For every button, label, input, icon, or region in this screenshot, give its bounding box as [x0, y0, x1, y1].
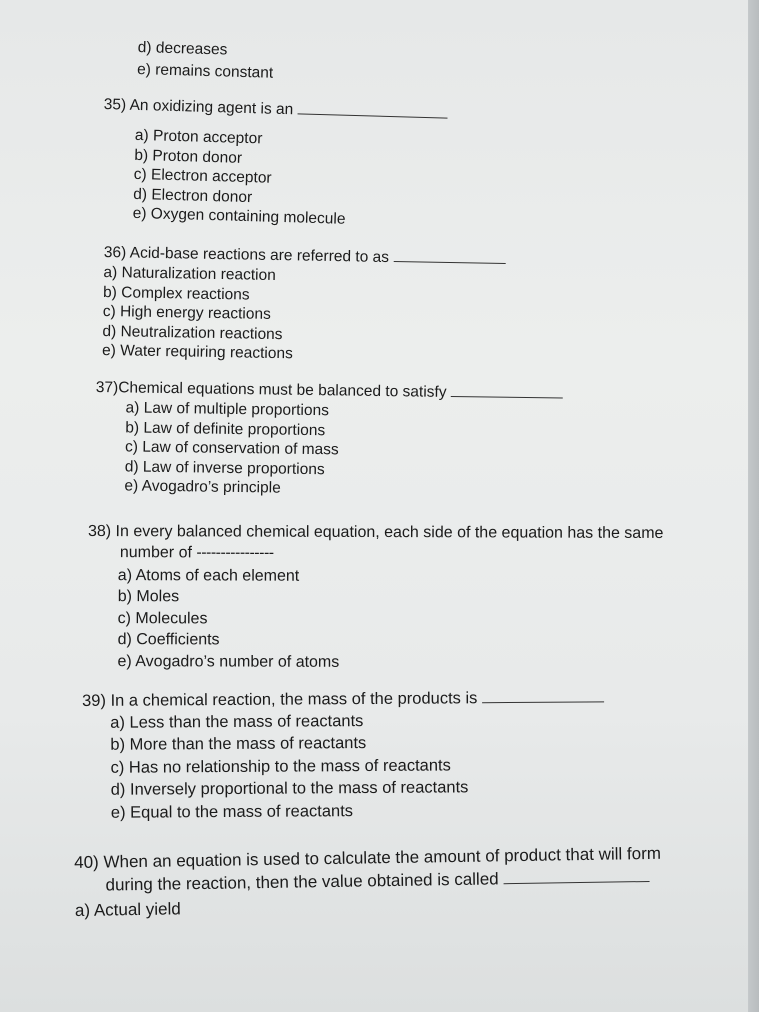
option-e: e) remains constant — [136, 60, 274, 82]
option-d: d) Neutralization reactions — [102, 322, 283, 343]
question-stem: 35) An oxidizing agent is an — [103, 95, 447, 125]
option-d: d) Coefficients — [117, 631, 220, 649]
question-35 — [100, 95, 447, 233]
question-stem: 39) In a chemical reaction, the mass of the products is — [82, 686, 604, 712]
question-36 — [102, 243, 505, 368]
option-c: c) Electron acceptor — [133, 166, 272, 187]
answer-blank — [451, 395, 563, 399]
option-d: d) Law of inverse proportions — [124, 458, 325, 478]
option-list — [87, 565, 663, 674]
option-list — [94, 398, 562, 502]
option-a: a) Less than the mass of reactants — [110, 712, 364, 732]
option-list — [102, 263, 505, 368]
option-c: c) Law of conservation of mass — [124, 438, 339, 459]
option-e: e) Avogadro’s number of atoms — [117, 652, 340, 671]
question-stem-continued: during the reaction, then the value obtained is called — [74, 865, 661, 897]
option-e: e) Avogadro’s principle — [124, 477, 281, 497]
question-39 — [82, 686, 605, 824]
question-stem: 40) When an equation is used to calculate the amount of product that will form — [74, 843, 662, 872]
option-b: b) Proton donor — [134, 146, 243, 167]
option-a: a) Atoms of each element — [117, 567, 300, 585]
option-e: e) Equal to the mass of reactants — [110, 801, 354, 822]
option-a: a) Law of multiple proportions — [125, 399, 330, 420]
option-a: a) Actual yield — [74, 899, 181, 920]
question-37 — [94, 378, 563, 502]
answer-blank — [393, 260, 505, 264]
option-c: c) Molecules — [117, 609, 208, 628]
answer-blank — [503, 880, 649, 884]
option-a: a) Naturalization reaction — [103, 263, 276, 285]
option-b: b) Law of definite proportions — [125, 419, 326, 439]
question-stem: 36) Acid-base reactions are referred to as — [104, 243, 506, 270]
continued-options — [137, 38, 274, 83]
question-40 — [74, 842, 662, 922]
answer-blank — [482, 700, 604, 703]
option-list — [100, 125, 446, 233]
question-stem: 37)Chemical equations must be balanced to satisfy — [96, 378, 563, 405]
answer-blank: ---------------- — [196, 544, 274, 562]
option-d: d) decreases — [137, 38, 228, 59]
option-c: c) Has no relationship to the mass of reactants — [110, 756, 451, 777]
answer-blank — [297, 112, 447, 118]
option-a: a) Proton acceptor — [134, 126, 263, 148]
page-edge — [748, 0, 759, 1012]
option-d: d) Electron donor — [133, 185, 253, 206]
question-stem-continued: number of ---------------- — [119, 544, 274, 562]
question-stem: 38) In every balanced chemical equation, each side of the equation has the same — [87, 523, 664, 543]
option-b: b) More than the mass of reactants — [110, 734, 367, 755]
option-c: c) High energy reactions — [102, 303, 271, 324]
option-list — [137, 38, 274, 83]
option-e: e) Water requiring reactions — [101, 342, 293, 363]
option-e: e) Oxygen containing molecule — [132, 205, 346, 229]
option-d: d) Inversely proportional to the mass of reactants — [110, 778, 469, 800]
option-b: b) Complex reactions — [102, 283, 250, 304]
question-38 — [87, 521, 663, 674]
option-b: b) Moles — [117, 588, 180, 606]
option-list — [82, 708, 605, 824]
